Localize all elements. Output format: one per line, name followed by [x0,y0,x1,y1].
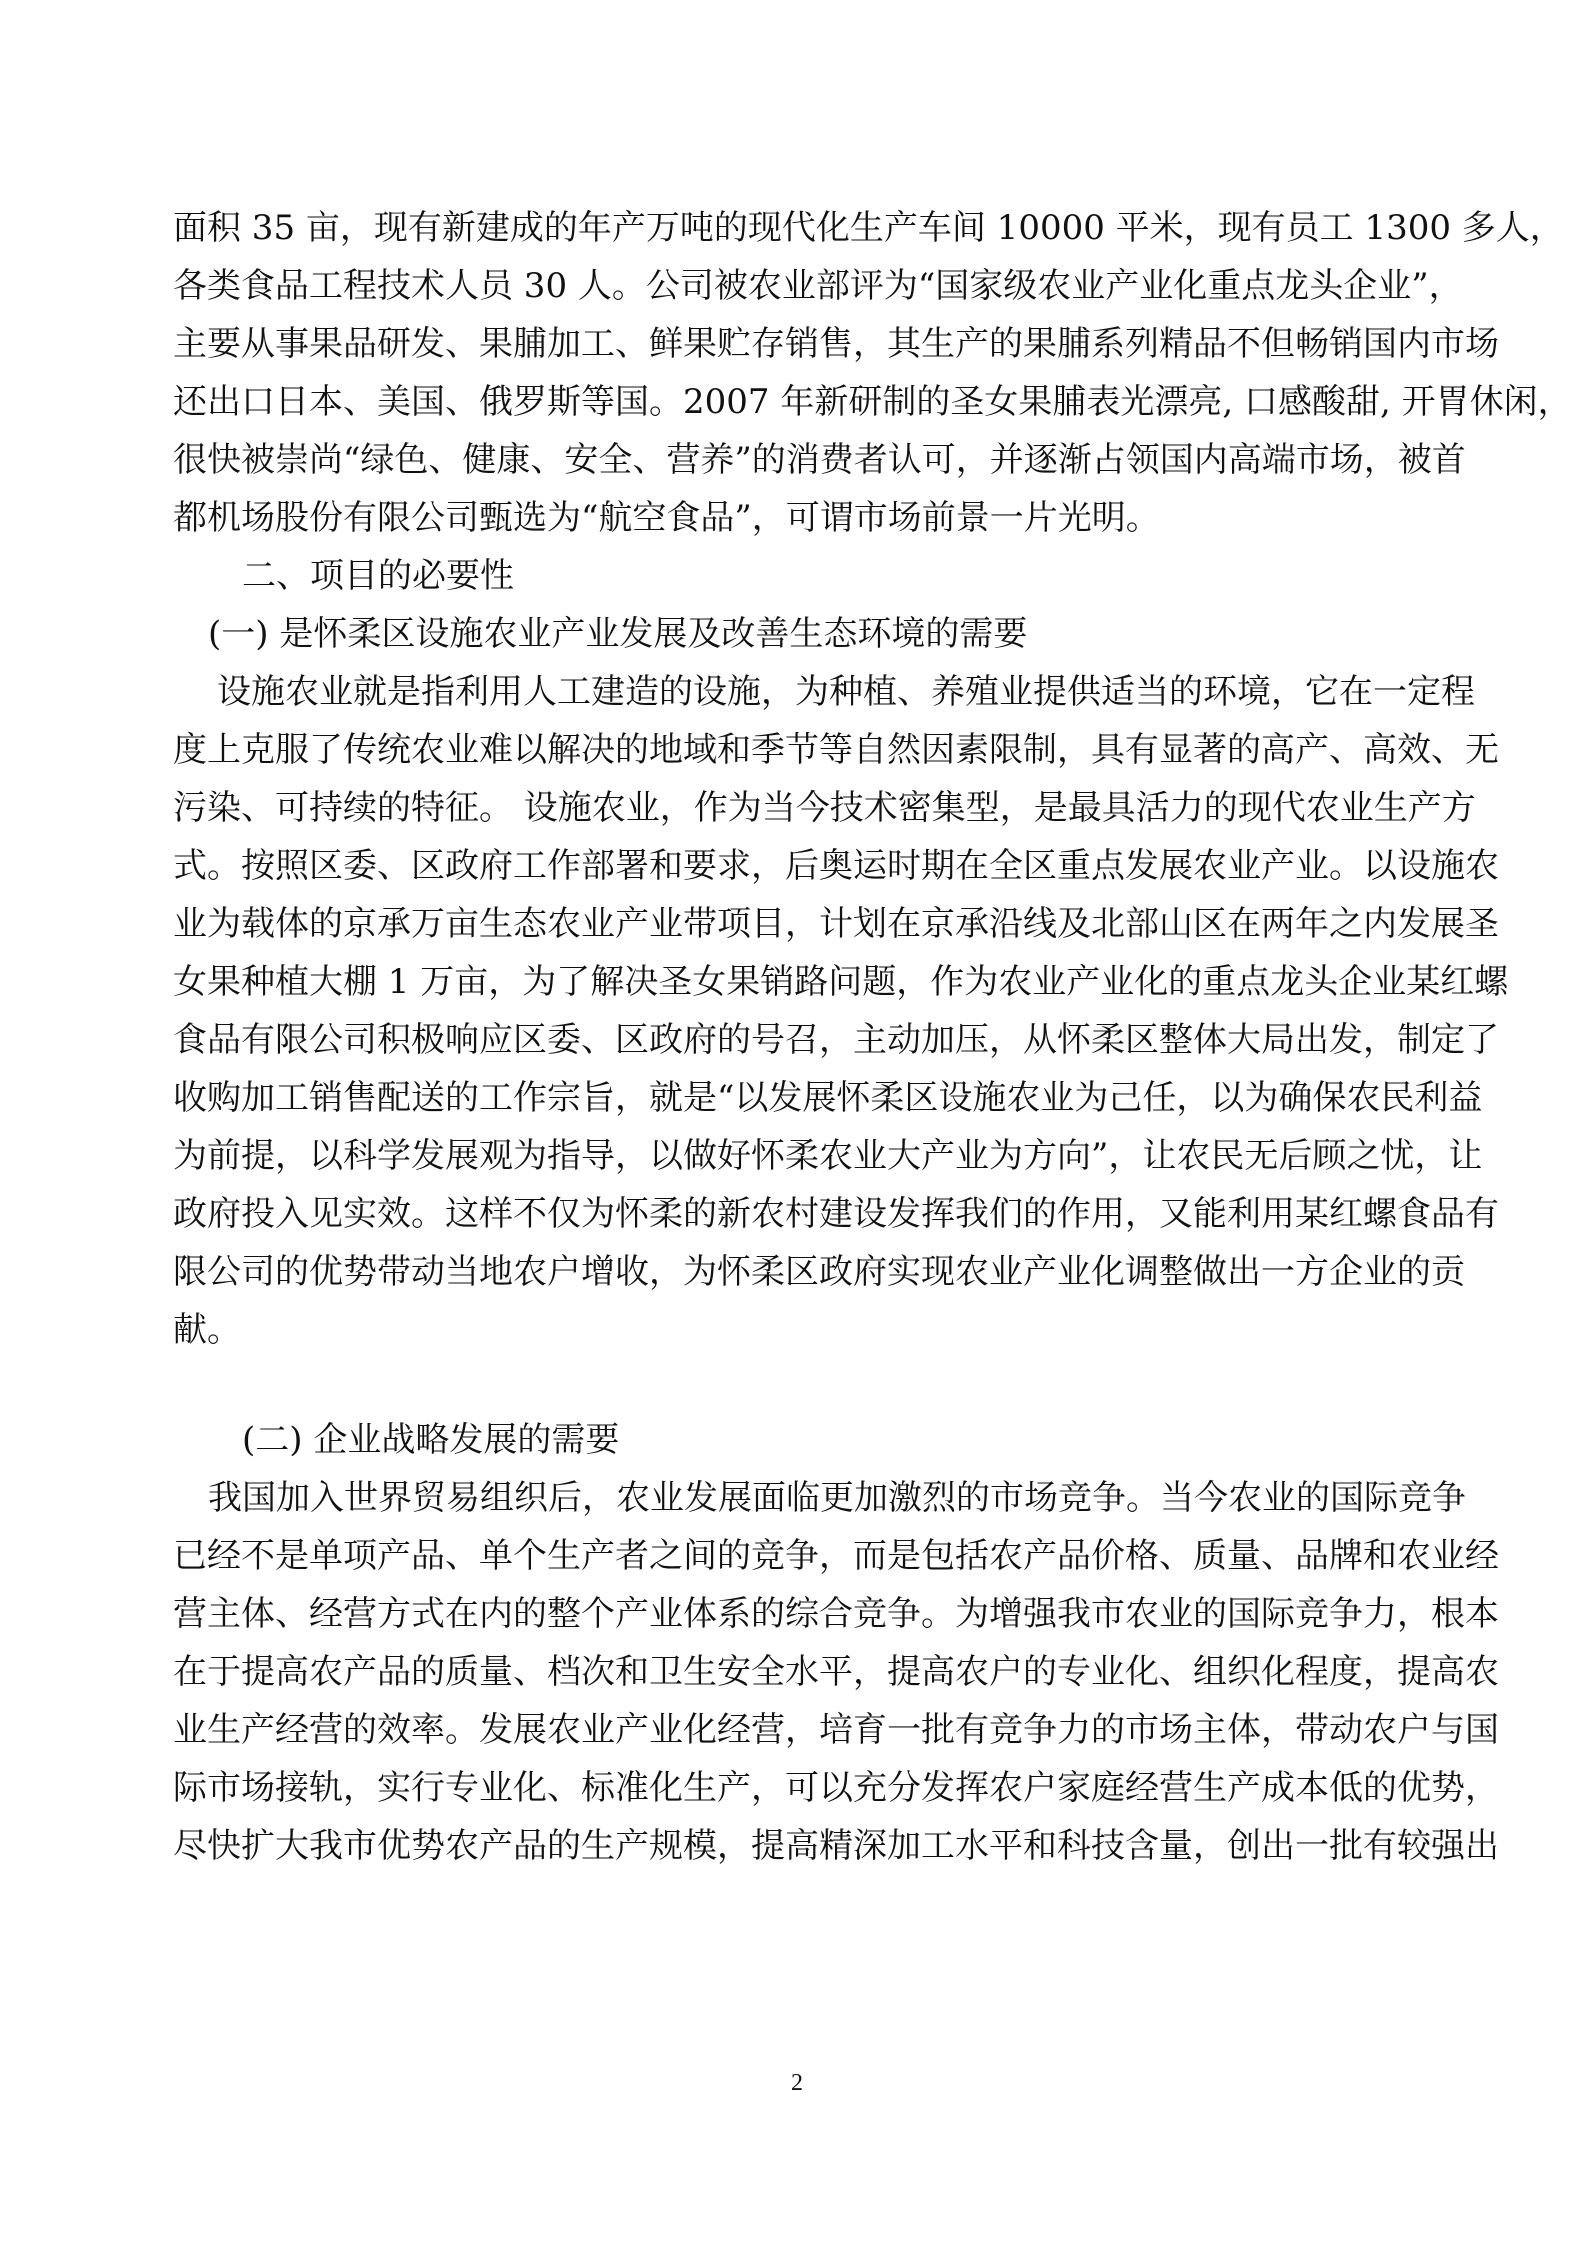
paragraph-line: 业为载体的京承万亩生态农业产业带项目，计划在京承沿线及北部山区在两年之内发展圣 [173,904,1499,944]
paragraph-line: 限公司的优势带动当地农户增收，为怀柔区政府实现农业产业化调整做出一方企业的贡 [173,1252,1465,1292]
paragraph-line: 食品有限公司积极响应区委、区政府的号召，主动加压，从怀柔区整体大局出发，制定了 [173,1020,1499,1060]
paragraph-line: 收购加工销售配送的工作宗旨，就是“以发展怀柔区设施农业为己任，以为确保农民利益 [173,1078,1483,1118]
paragraph-line: 为前提，以科学发展观为指导，以做好怀柔农业大产业为方向”，让农民无后顾之忧，让 [173,1136,1483,1176]
subsection-heading: (一) 是怀柔区设施农业产业发展及改善生态环境的需要 [208,614,1028,654]
paragraph-line: 已经不是单项产品、单个生产者之间的竞争，而是包括农产品价格、质量、品牌和农业经 [173,1536,1499,1576]
paragraph-line: 都机场股份有限公司甄选为“航空食品”，可谓市场前景一片光明。 [173,498,1160,538]
page-number: 2 [791,2070,803,2096]
paragraph-line: 主要从事果品研发、果脯加工、鲜果贮存销售，其生产的果脯系列精品不但畅销国内市场 [173,324,1499,364]
paragraph-line: 际市场接轨，实行专业化、标准化生产，可以充分发挥农户家庭经营生产成本低的优势， [173,1768,1499,1808]
paragraph-line: 我国加入世界贸易组织后，农业发展面临更加激烈的市场竞争。当今农业的国际竞争 [208,1478,1466,1518]
paragraph-line: 女果种植大棚 1 万亩，为了解决圣女果销路问题，作为农业产业化的重点龙头企业某红螺 [173,962,1509,1002]
paragraph-line: 献。 [173,1310,241,1350]
paragraph-line: 还出口日本、美国、俄罗斯等国。2007 年新研制的圣女果脯表光漂亮, 口感酸甜, 开胃休闲， [173,382,1572,422]
paragraph-line: 营主体、经营方式在内的整个产业体系的综合竞争。为增强我市农业的国际竞争力，根本 [173,1594,1499,1634]
paragraph-line: 很快被崇尚“绿色、健康、安全、营养”的消费者认可，并逐渐占领国内高端市场，被首 [173,440,1466,480]
paragraph-line: 尽快扩大我市优势农产品的生产规模，提高精深加工水平和科技含量，创出一批有较强出 [173,1826,1499,1866]
paragraph-line: 在于提高农产品的质量、档次和卫生安全水平，提高农户的专业化、组织化程度，提高农 [173,1652,1499,1692]
paragraph-line: 式。按照区委、区政府工作部署和要求，后奥运时期在全区重点发展农业产业。以设施农 [173,846,1499,886]
paragraph-line: 面积 35 亩，现有新建成的年产万吨的现代化生产车间 10000 平米，现有员工 1300 多人， [173,208,1564,248]
paragraph-line: 设施农业就是指利用人工建造的设施，为种植、养殖业提供适当的环境，它在一定程 [217,672,1475,712]
subsection-heading: (二) 企业战略发展的需要 [242,1420,620,1460]
section-heading: 二、项目的必要性 [242,556,514,596]
paragraph-line: 各类食品工程技术人员 30 人。公司被农业部评为“国家级农业产业化重点龙头企业”， [173,266,1463,306]
paragraph-line: 度上克服了传统农业难以解决的地域和季节等自然因素限制，具有显著的高产、高效、无 [173,730,1499,770]
paragraph-line: 业生产经营的效率。发展农业产业化经营，培育一批有竞争力的市场主体，带动农户与国 [173,1710,1499,1750]
paragraph-line: 政府投入见实效。这样不仅为怀柔的新农村建设发挥我们的作用，又能利用某红螺食品有 [173,1194,1499,1234]
paragraph-line: 污染、可持续的特征。 设施农业，作为当今技术密集型，是最具活力的现代农业生产方 [173,788,1476,828]
